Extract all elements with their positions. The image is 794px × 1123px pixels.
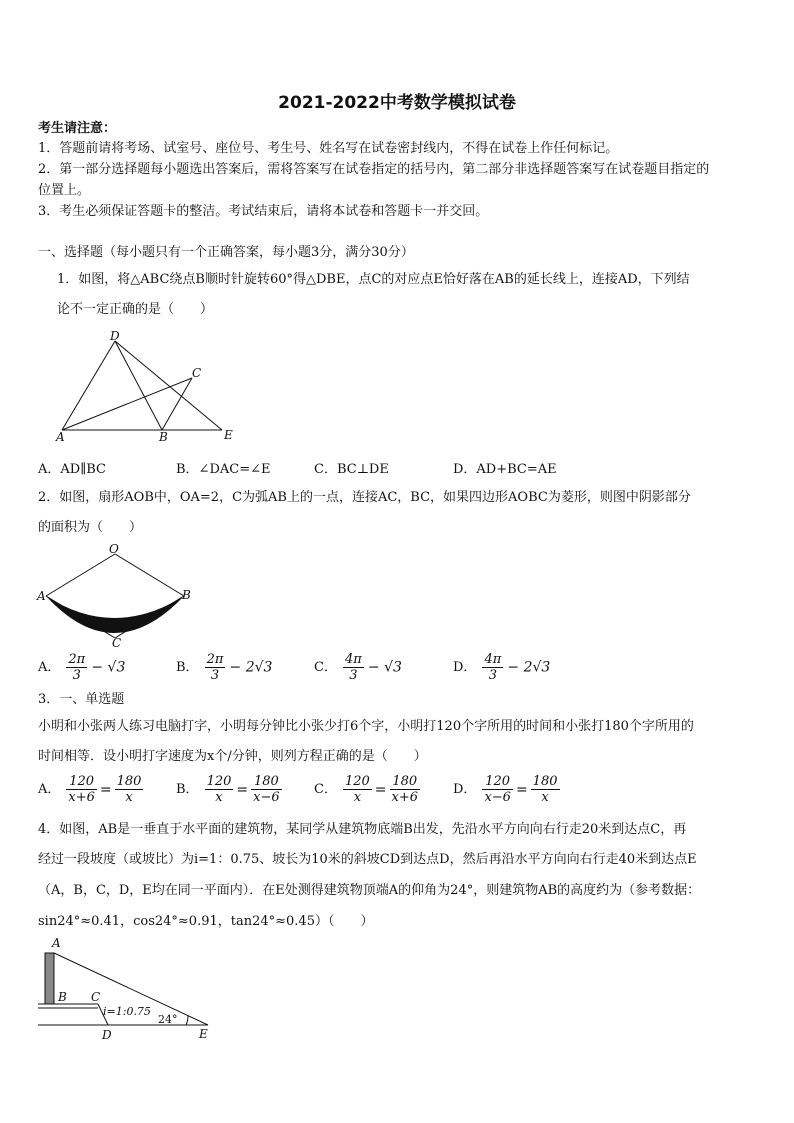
notice-item: 2．第一部分选择题每小题选出答案后，需将答案写在试卷指定的括号内，第二部分非选择题答案写在试卷题目指定的: [38, 162, 710, 177]
option-a[interactable]: A． $\frac{120}{x+6}$ = $\frac{180}{x}$: [38, 774, 142, 805]
label-e: E: [224, 428, 233, 442]
question-1-text: 1．如图，将△ABC绕点B顺时针旋转60°得△DBE，点C的对应点E恰好落在AB的延长线上，连接AD，下列结: [57, 272, 690, 287]
notice-item: 3．考生必须保证答题卡的整洁。考试结束后，请将本试卷和答题卡一并交回。: [38, 204, 489, 219]
option-b[interactable]: B． $\frac{120}{x}$ = $\frac{180}{x-6}$: [176, 774, 280, 805]
question-3-text: 小明和小张两人练习电脑打字，小明每分钟比小张少打6个字，小明打120个字所用的时间和小张打180个字所用的: [38, 719, 694, 734]
label-b: B: [159, 430, 168, 444]
option-a[interactable]: A． $\frac{2\pi}{3}$ − √3: [38, 652, 126, 683]
question-2-text: 2．如图，扇形AOB中，OA=2，C为弧AB上的一点，连接AC，BC，如果四边形AOBC为菱形，则图中阴影部分: [38, 490, 691, 505]
question-4-figure: [36, 935, 216, 1045]
label-d: D: [110, 329, 120, 343]
label-a: A: [56, 430, 65, 444]
question-4-text: 4．如图，AB是一垂直于水平面的建筑物，某同学从建筑物底端B出发，先沿水平方向向右行走20米到达点C，再: [38, 822, 687, 837]
question-2-text: 的面积为（ ）: [38, 520, 143, 535]
question-1-figure: [50, 328, 240, 444]
option-a[interactable]: A．AD∥BC: [38, 462, 106, 477]
label-c: C: [192, 366, 202, 380]
option-b[interactable]: B．∠DAC=∠E: [176, 462, 271, 477]
label-b: B: [182, 588, 191, 602]
question-1-text: 论不一定正确的是（ ）: [57, 302, 214, 317]
label-d: D: [102, 1028, 112, 1042]
label-o: O: [109, 542, 119, 556]
option-d[interactable]: D． $\frac{4\pi}{3}$ − 2√3: [453, 652, 551, 683]
question-4-text: （A，B，C，D，E均在同一平面内）．在E处测得建筑物顶端A的仰角为24°，则建筑物AB的高度约为（参考数据：: [38, 883, 701, 898]
option-d[interactable]: D． $\frac{120}{x-6}$ = $\frac{180}{x}$: [453, 774, 558, 805]
notice-item: 位置上。: [38, 183, 91, 198]
question-3-heading: 3．一、单选题: [38, 692, 125, 707]
slope-label: i=1:0.75: [103, 1005, 151, 1018]
notice-heading: 考生请注意：: [38, 121, 117, 136]
angle-label: 24°: [158, 1013, 178, 1026]
label-c: C: [91, 990, 101, 1004]
section-heading: 一、选择题（每小题只有一个正确答案，每小题3分，满分30分）: [38, 245, 414, 260]
label-a: A: [52, 936, 61, 950]
label-e: E: [199, 1027, 208, 1041]
label-c: C: [112, 636, 122, 650]
option-c[interactable]: C． $\frac{120}{x}$ = $\frac{180}{x+6}$: [314, 774, 419, 805]
question-2-figure: [34, 540, 194, 650]
question-4-text: 经过一段坡度（或坡比）为i=1：0.75、坡长为10米的斜坡CD到达点D，然后再沿水平方向向右行走40米到达点E: [38, 852, 697, 867]
option-c[interactable]: C． $\frac{4\pi}{3}$ − √3: [314, 652, 402, 683]
label-a: A: [37, 589, 46, 603]
page-title: 2021-2022中考数学模拟试卷: [278, 93, 516, 113]
label-b: B: [58, 990, 67, 1004]
question-3-text: 时间相等．设小明打字速度为x个/分钟，则列方程正确的是（ ）: [38, 749, 427, 764]
option-d[interactable]: D．AD+BC=AE: [453, 462, 557, 477]
option-b[interactable]: B． $\frac{2\pi}{3}$ − 2√3: [176, 652, 273, 683]
option-c[interactable]: C．BC⊥DE: [314, 462, 389, 477]
question-4-text: sin24°≈0.41，cos24°≈0.91，tan24°≈0.45）（ ）: [38, 914, 374, 929]
notice-item: 1．答题前请将考场、试室号、座位号、考生号、姓名写在试卷密封线内，不得在试卷上作任何标记。: [38, 141, 619, 156]
